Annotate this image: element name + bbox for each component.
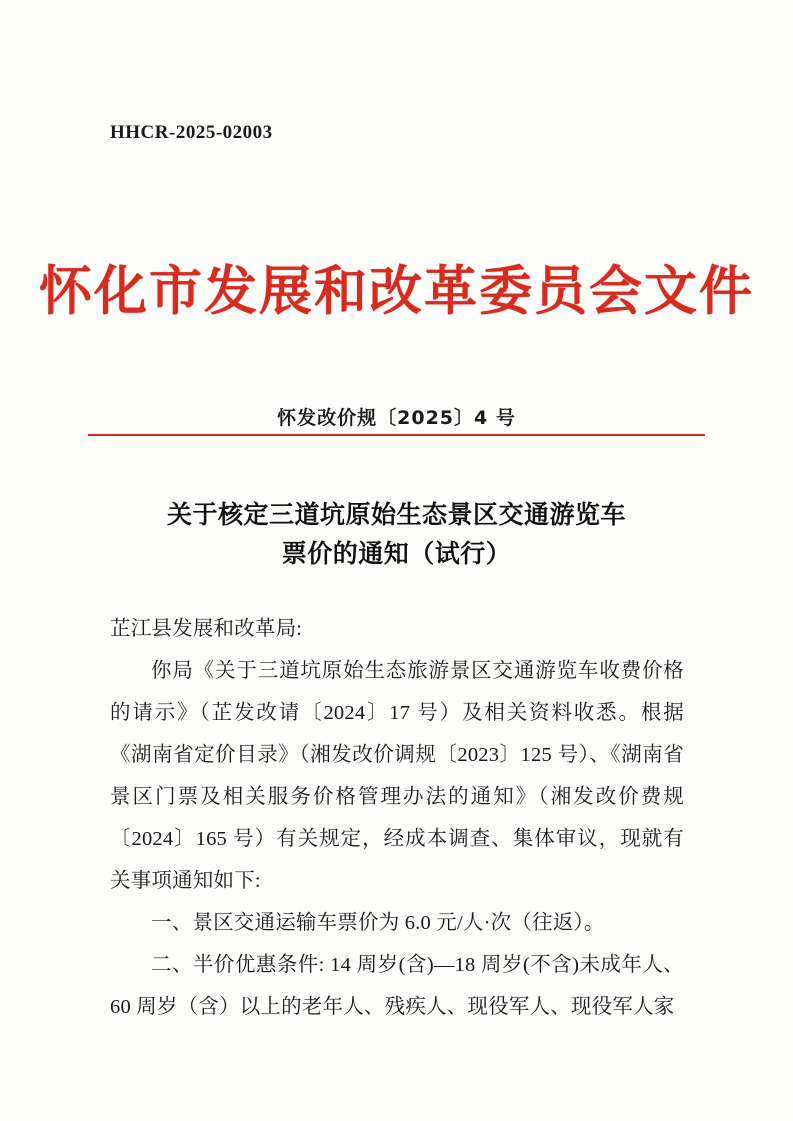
- masthead-title: 怀化市发展和改革委员会文件: [39, 261, 754, 322]
- body-paragraph-2: 一、景区交通运输车票价为 6.0 元/人·次（往返）。: [151, 912, 605, 934]
- document-number: HHCR-2025-02003: [110, 122, 273, 143]
- issue-number: 怀发改价规〔2025〕4 号: [277, 407, 516, 429]
- addressee: 芷江县发展和改革局:: [110, 618, 303, 640]
- body-paragraph-3: 二、半价优惠条件: 14 周岁(含)—18 周岁(不含)未成年人、60 周岁（含）以上的老年人、残疾人、现役军人、现役军人家: [110, 954, 684, 1018]
- document-body: [110, 608, 684, 1028]
- page-title-line-2: 票价的通知（试行）: [281, 538, 512, 568]
- body-paragraph-1: 你局《关于三道坑原始生态旅游景区交通游览车收费价格的请示》（芷发改请〔2024〕17 号）及相关资料收悉。根据《湖南省定价目录》（湘发改价调规〔2023〕125 号）、《湖南省景区门票及相关服务价格管理办法的通知》（湘发改价费规〔2024〕165 号）有关规定，经成本调查、集体审议，现就有关事项通知如下:: [110, 660, 684, 892]
- page-title: [96, 496, 697, 574]
- page-title-line-1: 关于核定三道坑原始生态景区交通游览车: [166, 500, 626, 529]
- red-divider-rule: [88, 434, 705, 436]
